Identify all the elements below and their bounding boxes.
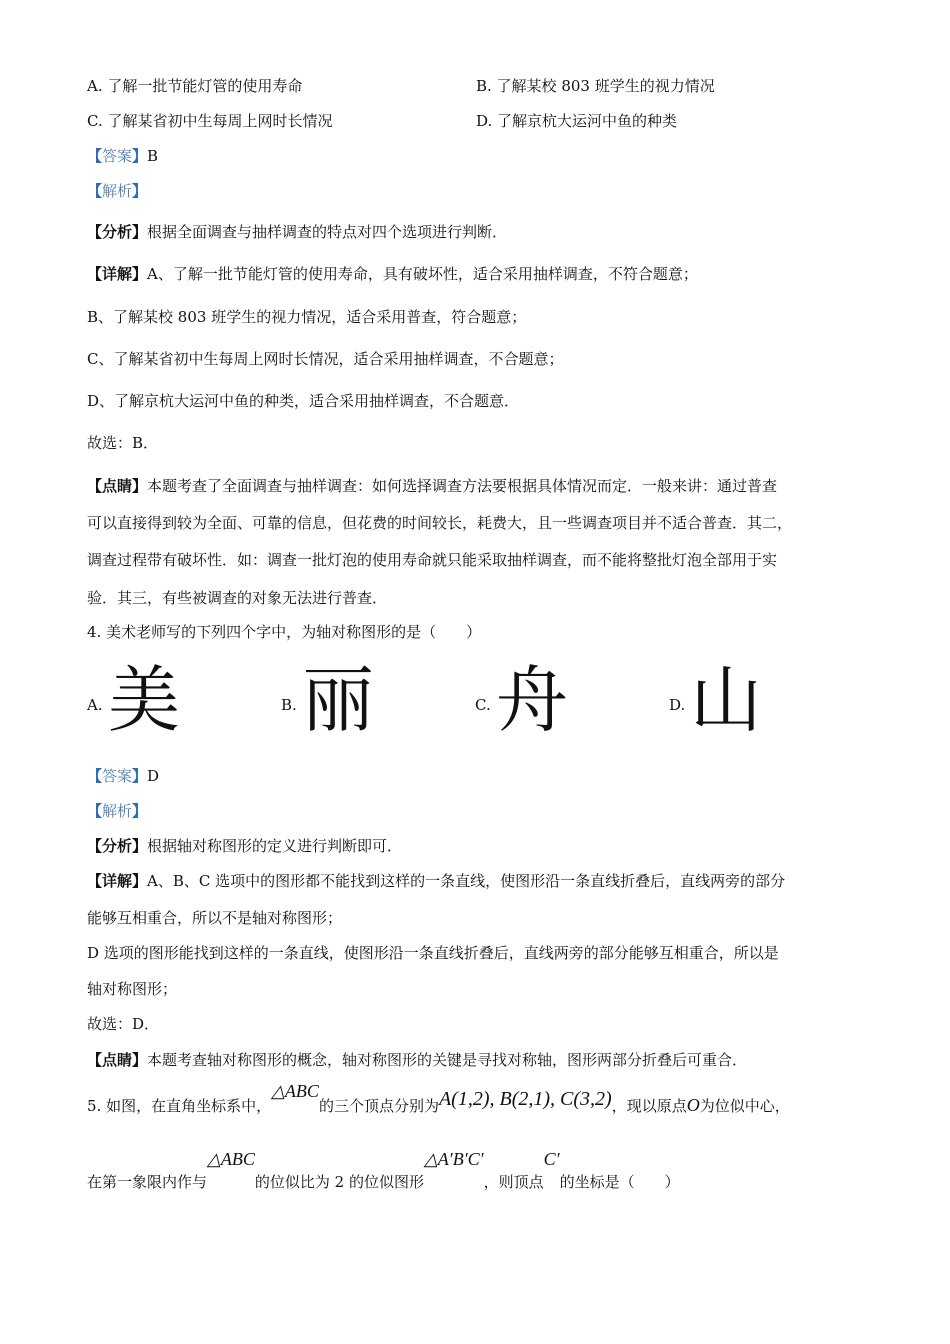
text-line: D、了解京杭大运河中鱼的种类，适合采用抽样调查，不合题意． xyxy=(87,392,520,410)
option-a: A. 了解一批节能灯管的使用寿命 xyxy=(87,77,303,95)
answer-line: 【答案】B xyxy=(87,147,159,165)
text-line: 轴对称图形； xyxy=(87,980,178,998)
xiangjie-text: A、B、C 选项中的图形都不能找到这样的一条直线，使图形沿一条直线折叠后，直线两旁的部分 xyxy=(147,872,786,890)
q4-option-c-char: 舟 xyxy=(496,658,569,742)
fenxi-label: 分析 xyxy=(102,837,133,855)
text-line: 能够互相重合，所以不是轴对称图形； xyxy=(87,909,343,927)
text-line: 可以直接得到较为全面、可靠的信息，但花费的时间较长，耗费大，且一些调查项目并不适合普查．其二， xyxy=(87,514,793,532)
dianjing-text: 本题考查了全面调查与抽样调查：如何选择调查方法要根据具体情况而定．一般来讲：通过普查 xyxy=(147,477,778,495)
q4-option-d-char: 山 xyxy=(690,658,763,742)
q4-option-b-label: B. xyxy=(281,696,297,714)
answer-label: 答案 xyxy=(102,147,133,165)
dianjing-line: 【点睛】本题考查轴对称图形的概念，轴对称图形的关键是寻找对称轴，图形两部分折叠后可重合． xyxy=(87,1051,748,1069)
question-5-line-2 xyxy=(87,1149,680,1192)
dianjing-label: 点睛 xyxy=(102,477,133,495)
text: 为位似中心， xyxy=(699,1097,790,1115)
fenxi-line: 【分析】根据全面调查与抽样调查的特点对四个选项进行判断． xyxy=(87,223,508,241)
q4-option-a-char: 美 xyxy=(108,658,181,742)
analysis-heading: 【解析】 xyxy=(87,802,148,820)
text: 的位似比为 2 的位似图形 xyxy=(254,1173,424,1191)
math-triangle: △A′B′C′ xyxy=(423,1149,484,1169)
text: ，现以原点 xyxy=(611,1097,687,1115)
fenxi-text: 根据轴对称图形的定义进行判断即可． xyxy=(147,837,403,855)
xiangjie-label: 详解 xyxy=(102,872,133,890)
question-4: 4. 美术老师写的下列四个字中，为轴对称图形的是（ ） xyxy=(87,623,482,641)
option-b: B. 了解某校 803 班学生的视力情况 xyxy=(476,77,715,95)
answer-line: 【答案】D xyxy=(87,767,160,785)
math-origin: O xyxy=(686,1095,700,1115)
text: 5. 如图，在直角坐标系中， xyxy=(87,1097,272,1115)
q4-option-a-label: A. xyxy=(87,696,103,714)
text-line: 调查过程带有破坏性．如：调查一批灯泡的使用寿命就只能采取抽样调查，而不能将整批灯泡全部用于实 xyxy=(87,551,778,569)
xiangjie-label: 详解 xyxy=(102,265,133,283)
dianjing-text: 本题考查轴对称图形的概念，轴对称图形的关键是寻找对称轴，图形两部分折叠后可重合． xyxy=(147,1051,748,1069)
analysis-heading: 【解析】 xyxy=(87,182,148,200)
fenxi-label: 分析 xyxy=(102,223,133,241)
text-line: D 选项的图形能找到这样的一条直线，使图形沿一条直线折叠后，直线两旁的部分能够互相重合，所以是 xyxy=(87,944,779,962)
xiangjie-line: 【详解】A、B、C 选项中的图形都不能找到这样的一条直线，使图形沿一条直线折叠后，直线两旁的部分 xyxy=(87,872,786,890)
text: 的三个顶点分别为 xyxy=(318,1097,439,1115)
xiangjie-line: 【详解】A、了解一批节能灯管的使用寿命，具有破坏性，适合采用抽样调查，不符合题意； xyxy=(87,265,698,283)
text-line: 故选：D． xyxy=(87,1015,160,1033)
dianjing-label: 点睛 xyxy=(102,1051,133,1069)
fenxi-line: 【分析】根据轴对称图形的定义进行判断即可． xyxy=(87,837,403,855)
option-d: D. 了解京杭大运河中鱼的种类 xyxy=(476,112,678,130)
math-coords: A(1,2), B(2,1), C(3,2) xyxy=(438,1088,612,1110)
option-c: C. 了解某省初中生每周上网时长情况 xyxy=(87,112,333,130)
math-triangle: △ABC xyxy=(271,1081,319,1101)
answer-value: B xyxy=(147,147,159,165)
xiangjie-text: A、了解一批节能灯管的使用寿命，具有破坏性，适合采用抽样调查，不符合题意； xyxy=(147,265,698,283)
text-line: 故选：B． xyxy=(87,434,159,452)
text-line: C、了解某省初中生每周上网时长情况，适合采用抽样调查，不合题意； xyxy=(87,350,564,368)
answer-value: D xyxy=(147,767,160,785)
q4-option-c-label: C. xyxy=(475,696,491,714)
question-5-line-1 xyxy=(87,1081,790,1116)
text: 在第一象限内作与 xyxy=(87,1173,208,1191)
text: 的坐标是（ ） xyxy=(559,1173,680,1191)
text: ，则顶点 xyxy=(483,1173,544,1191)
q4-option-d-label: D. xyxy=(669,696,686,714)
answer-label: 答案 xyxy=(102,767,133,785)
q4-option-b-char: 丽 xyxy=(302,658,375,742)
text-line: 验．其三，有些被调查的对象无法进行普查． xyxy=(87,589,388,607)
math-point: C′ xyxy=(543,1149,560,1169)
dianjing-line: 【点睛】本题考查了全面调查与抽样调查：如何选择调查方法要根据具体情况而定．一般来讲：通过普查 xyxy=(87,477,778,495)
fenxi-text: 根据全面调查与抽样调查的特点对四个选项进行判断． xyxy=(147,223,508,241)
text-line: B、了解某校 803 班学生的视力情况，适合采用普查，符合题意； xyxy=(87,308,527,326)
math-triangle: △ABC xyxy=(207,1149,255,1169)
analysis-label: 解析 xyxy=(102,182,133,200)
analysis-label: 解析 xyxy=(102,802,133,820)
